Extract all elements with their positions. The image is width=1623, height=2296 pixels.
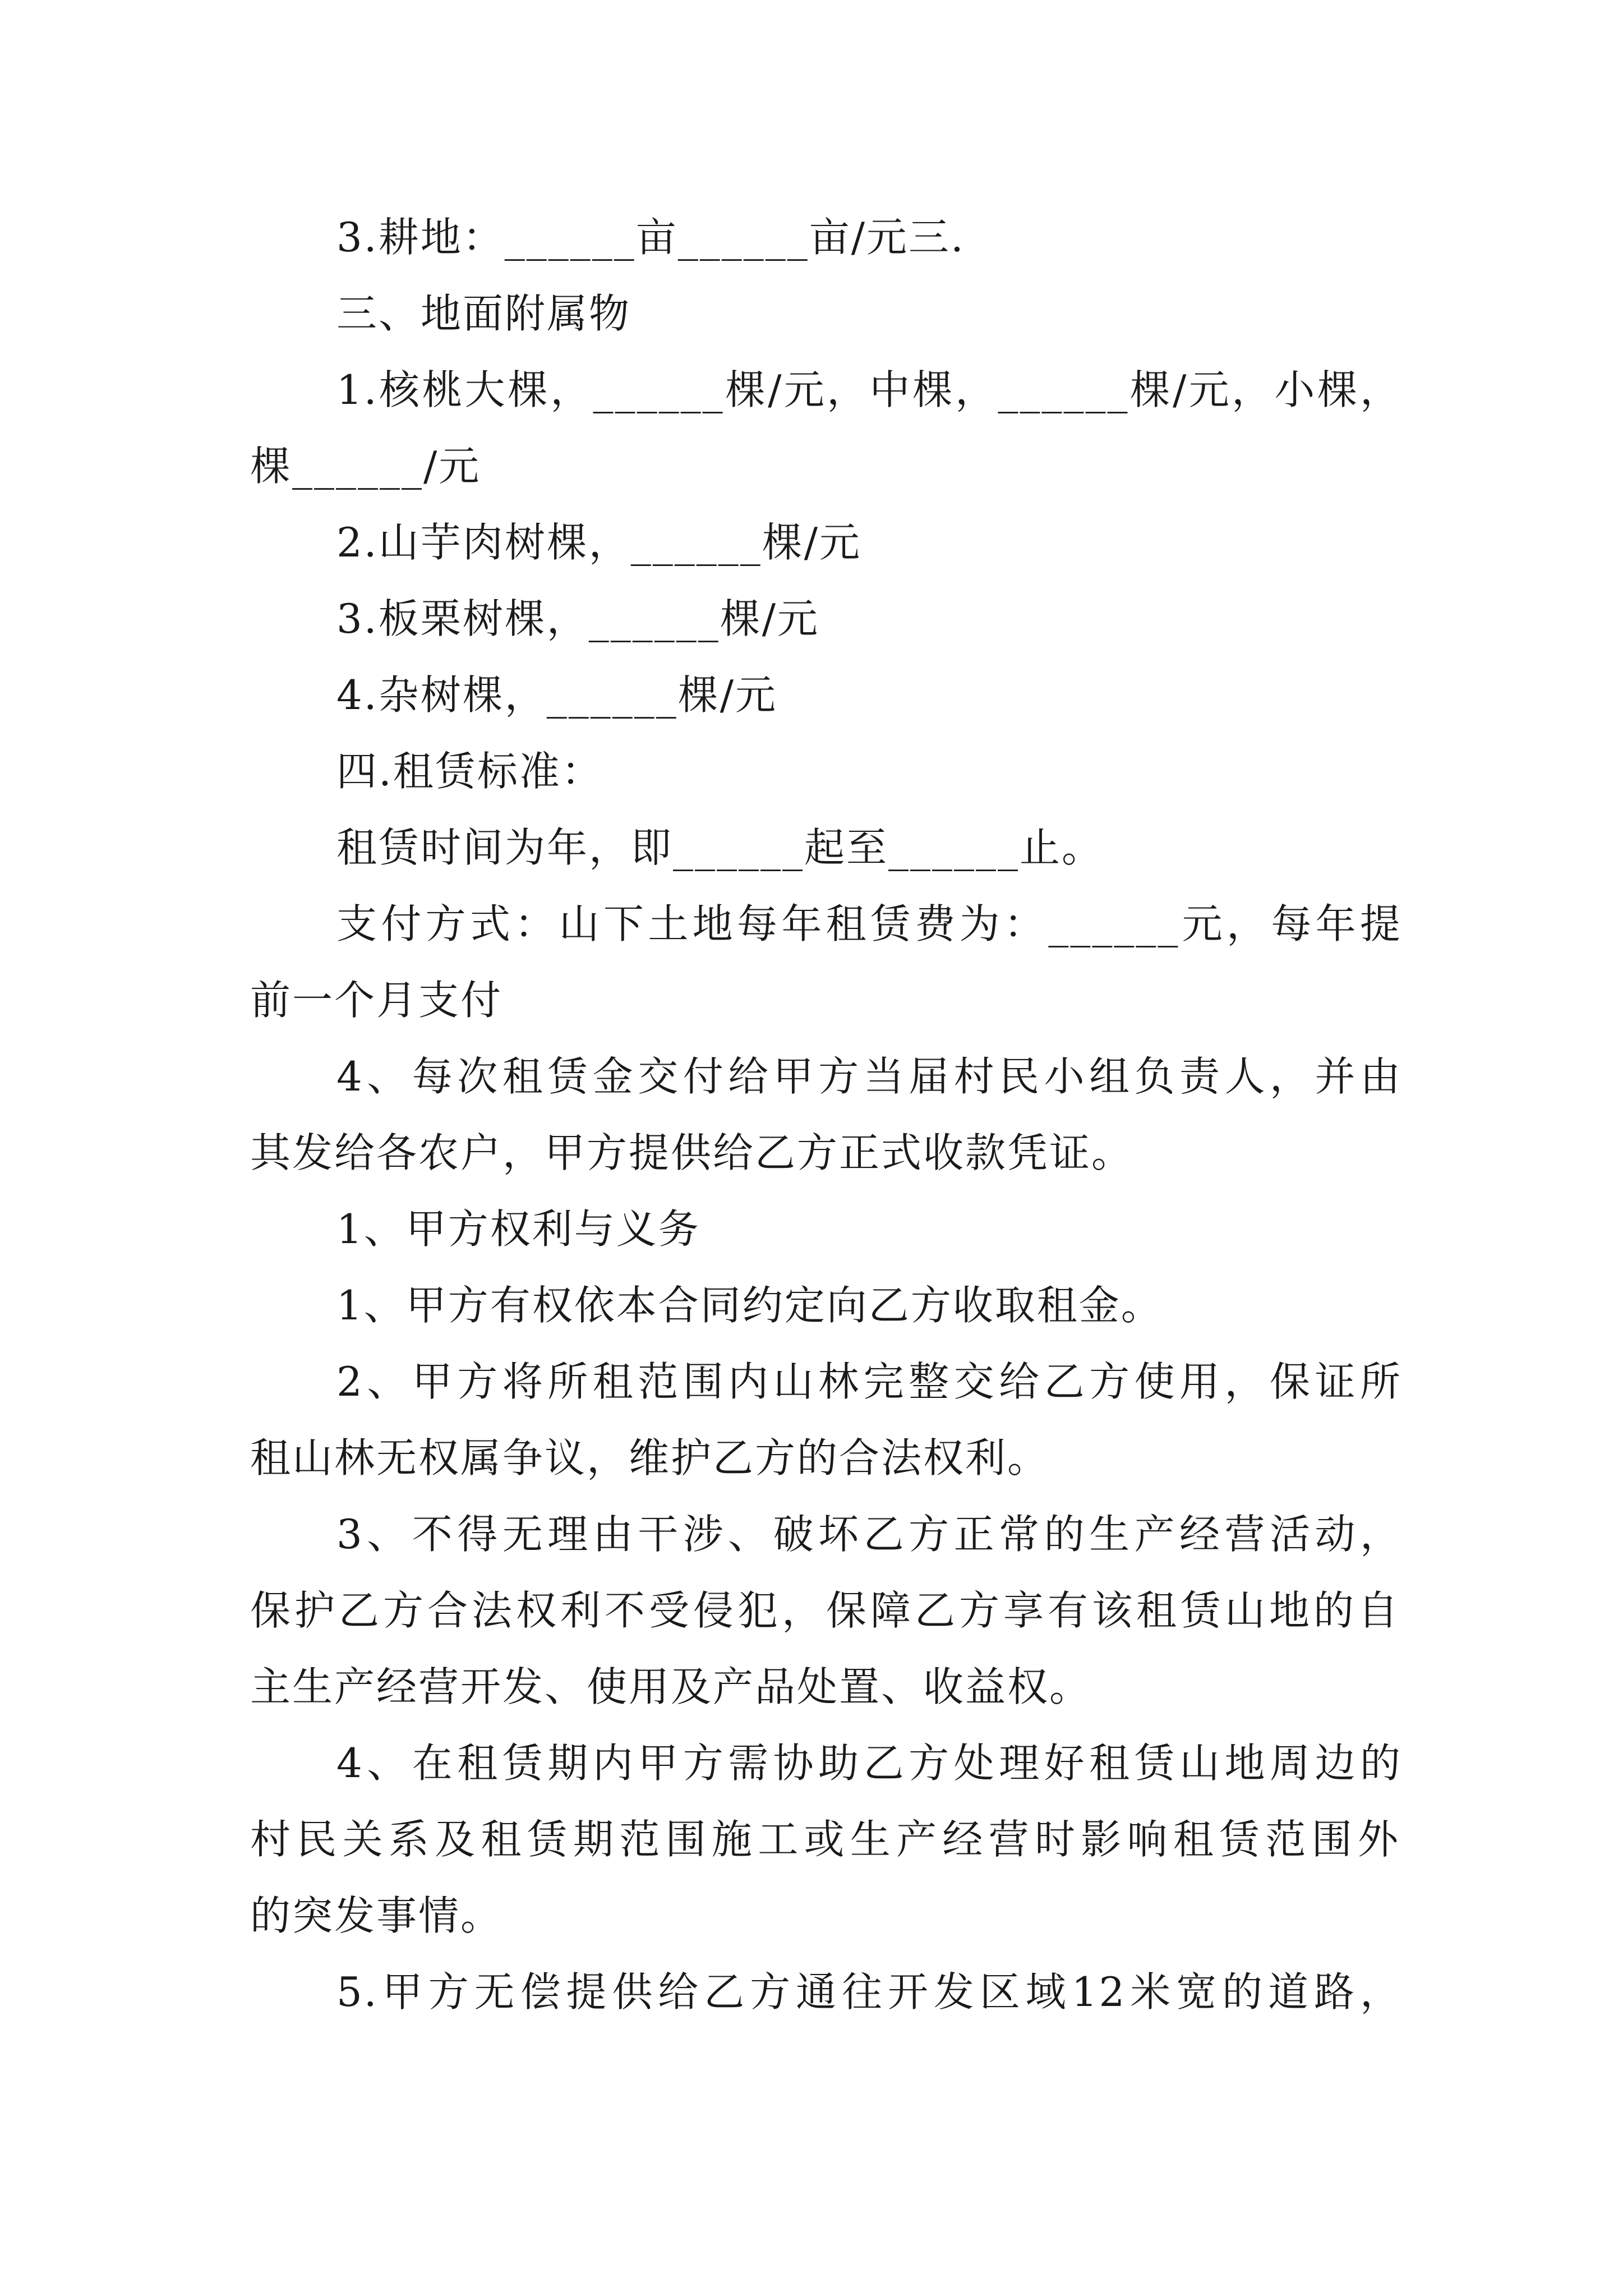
text-line-13: 其发给各农户，甲方提供给乙方正式收款凭证。 — [250, 1129, 1134, 1176]
text-line-10: 支付方式：山下土地每年租赁费为：______元，每年提 — [336, 900, 1402, 947]
text-line-8: 四.租赁标准： — [336, 748, 603, 795]
text-line-6: 3.板栗树棵，______棵/元 — [336, 595, 819, 642]
text-line-21: 4、在租赁期内甲方需协助乙方处理好租赁山地周边的 — [336, 1740, 1402, 1787]
text-line-7: 4.杂树棵，______棵/元 — [336, 671, 777, 719]
text-line-5: 2.山芋肉树棵，______棵/元 — [336, 519, 861, 566]
text-line-11: 前一个月支付 — [250, 977, 503, 1024]
text-line-24: 5.甲方无偿提供给乙方通往开发区域12米宽的道路， — [336, 1968, 1402, 2016]
text-line-17: 租山林无权属争议，维护乙方的合法权利。 — [250, 1434, 1050, 1481]
text-line-14: 1、甲方权利与义务 — [336, 1205, 700, 1253]
text-line-16: 2、甲方将所租范围内山林完整交给乙方使用，保证所 — [336, 1358, 1402, 1405]
text-line-15: 1、甲方有权依本合同约定向乙方收取租金。 — [336, 1282, 1163, 1329]
text-line-2: 三、地面附属物 — [336, 290, 631, 337]
text-line-22: 村民关系及租赁期范围施工或生产经营时影响租赁范围外 — [250, 1816, 1400, 1863]
text-line-9: 租赁时间为年，即______起至______止。 — [336, 824, 1104, 871]
text-line-3: 1.核桃大棵，______棵/元，中棵，______棵/元，小棵， — [336, 366, 1402, 413]
text-line-1: 3.耕地：______亩______亩/元三. — [336, 214, 965, 261]
text-line-4: 棵______/元 — [250, 443, 481, 490]
text-line-19: 保护乙方合法权利不受侵犯，保障乙方享有该租赁山地的自 — [250, 1587, 1400, 1634]
text-line-12: 4、每次租赁金交付给甲方当届村民小组负责人，并由 — [336, 1053, 1402, 1100]
text-line-23: 的突发事情。 — [250, 1892, 503, 1939]
text-line-20: 主生产经营开发、使用及产品处置、收益权。 — [250, 1663, 1092, 1710]
text-line-18: 3、不得无理由干涉、破坏乙方正常的生产经营活动， — [336, 1511, 1402, 1558]
